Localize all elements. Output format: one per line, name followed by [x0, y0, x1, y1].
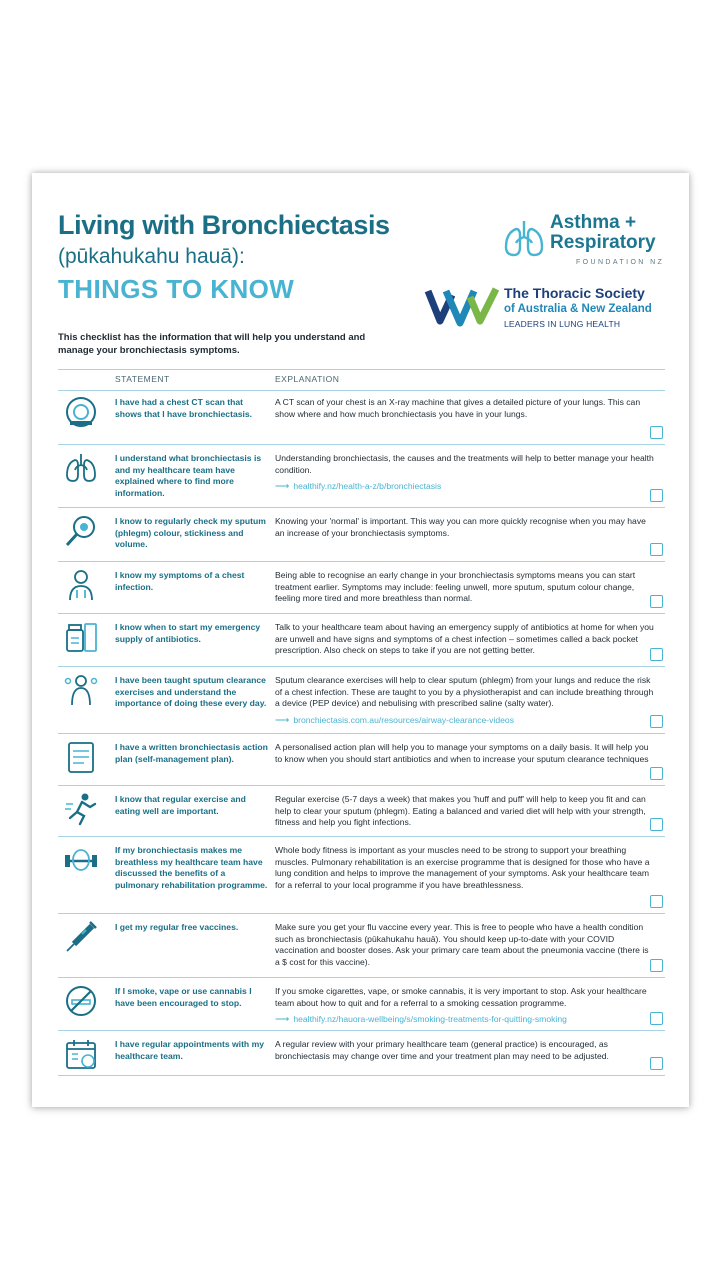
statement-text: If my bronchiectasis makes me breathless my healthcare team have discussed the benefits of a pulmonary rehabilitation programme. [115, 845, 268, 890]
checkbox[interactable] [650, 489, 663, 502]
arrow-right-icon: ⟶ [275, 1014, 290, 1025]
arf-name: Asthma + Respiratory [550, 212, 656, 253]
arf-subtitle: FOUNDATION NZ [576, 259, 665, 266]
explanation-text: A personalised action plan will help you to manage your symptoms on a daily basis. It will help you to know when you should start antibiotics and when to increase your sputum clearance techniques [275, 742, 649, 764]
lungs-logo-icon [502, 217, 546, 261]
checkbox[interactable] [650, 595, 663, 608]
dumbbell-lungs-icon [64, 843, 98, 877]
explanation-text: Talk to your healthcare team about having an emergency supply of antibiotics at home for when you are unwell and have signs and symptoms of a chest infection – sometimes called a back pocket prescription. Also check on steps to take if you are not getting better. [275, 622, 654, 655]
resource-link-text[interactable]: healthify.nz/health-a-z/b/bronchiectasis [293, 481, 442, 491]
explanation-cell [275, 622, 655, 657]
checklist-row [58, 667, 665, 734]
column-header-statement: STATEMENT [115, 374, 170, 384]
intro-text: This checklist has the information that will help you understand and manage your bronchiectasis symptoms. [58, 332, 366, 356]
explanation-cell [275, 570, 655, 605]
statement-text: If I smoke, vape or use cannabis I have been encouraged to stop. [115, 986, 252, 1008]
table-header [58, 369, 665, 391]
explanation-cell [275, 742, 655, 765]
explanation-text: Understanding bronchiectasis, the causes and the treatments will help to better manage your health condition. [275, 453, 654, 475]
resource-link-text[interactable]: healthify.nz/hauora-wellbeing/s/smoking-treatments-for-quitting-smoking [293, 1014, 567, 1024]
explanation-text: If you smoke cigarettes, vape, or smoke cannabis, it is very important to stop. Ask your healthcare team about how to quit and for a referral to a smoking cessation programme. [275, 986, 647, 1008]
resource-link[interactable] [275, 1014, 655, 1026]
page-subtitle: (pūkahukahu hauā): [58, 245, 245, 268]
page-heading: THINGS TO KNOW [58, 274, 295, 304]
explanation-cell [275, 845, 655, 891]
running-icon [64, 792, 98, 826]
resource-link[interactable] [275, 715, 655, 727]
statement-text: I understand what bronchiectasis is and my healthcare team have explained where to find more information. [115, 453, 262, 498]
checkbox[interactable] [650, 895, 663, 908]
resource-link-text[interactable]: bronchiectasis.com.au/resources/airway-clearance-videos [293, 714, 515, 725]
explanation-text: Make sure you get your flu vaccine every year. This is free to people who have a health condition such as bronchiectasis (pūkahukahu hauā). You should keep up-to-date with your COVID vaccination and booster doses. Ask your primary care team about the pneumonia vaccine (there is a $ cost for this vaccine). [275, 922, 649, 967]
statement-text: I know to regularly check my sputum (phlegm) colour, stickiness and volume. [115, 516, 266, 549]
checklist-row [58, 445, 665, 508]
statement-text: I get my regular free vaccines. [115, 922, 239, 932]
page-title: Living with Bronchiectasis [58, 210, 390, 240]
checkbox[interactable] [650, 648, 663, 661]
explanation-cell [275, 1039, 655, 1062]
statement-text: I have had a chest CT scan that shows that I have bronchiectasis. [115, 397, 253, 419]
checkbox[interactable] [650, 818, 663, 831]
asthma-respiratory-logo [502, 213, 672, 268]
explanation-cell [275, 453, 655, 493]
action-plan-icon [64, 740, 98, 774]
statement-text: I have been taught sputum clearance exercises and understand the importance of doing these every day. [115, 675, 267, 708]
tsanz-emblem-icon [424, 283, 500, 329]
checklist-row [58, 978, 665, 1031]
checklist-row [58, 837, 665, 914]
calendar-icon [64, 1037, 98, 1071]
no-smoking-icon [64, 984, 98, 1018]
tsanz-region: of Australia & New Zealand [504, 303, 652, 315]
column-header-explanation: EXPLANATION [275, 374, 340, 384]
explanation-cell [275, 986, 655, 1026]
statement-text: I know my symptoms of a chest infection. [115, 570, 245, 592]
explanation-text: Being able to recognise an early change in your bronchiectasis symptoms means you can start treatment earlier. Symptoms may include: feeling unwell, more sputum, sputum colour change, feeling more tired and more breathless than normal. [275, 570, 636, 603]
medication-icon [64, 620, 98, 654]
checklist-row [58, 389, 665, 445]
airway-clearance-icon [64, 673, 98, 707]
explanation-text: A regular review with your primary healthcare team (general practice) is encouraged, as bronchiectasis may change over time and your treatment plan may need to be adjusted. [275, 1039, 609, 1061]
explanation-text: Regular exercise (5-7 days a week) that makes you 'huff and puff' will help to keep you fit and can help to clear your sputum (phlegm). Eating a balanced and varied diet will help with your strength, fitness and help you fight infections. [275, 794, 646, 827]
checkbox[interactable] [650, 767, 663, 780]
explanation-text: Sputum clearance exercises will help to clear sputum (phlegm) from your lungs and reduce the risk of a chest infection. These are taught to you by a physiotherapist and can include breathing through a device (PEP device) and nebulising with prescribed saline (salty water). [275, 675, 654, 708]
checklist-row [58, 614, 665, 667]
syringe-icon [64, 920, 98, 954]
arrow-right-icon: ⟶ [275, 481, 290, 492]
statement-text: I know that regular exercise and eating well are important. [115, 794, 246, 816]
explanation-text: A CT scan of your chest is an X-ray machine that gives a detailed picture of your lungs. This can show where and how much bronchiectasis you have in your lungs. [275, 397, 641, 419]
checkbox[interactable] [650, 1012, 663, 1025]
checkbox[interactable] [650, 543, 663, 556]
checklist-row [58, 562, 665, 614]
sick-person-icon [64, 568, 98, 602]
explanation-cell [275, 397, 655, 420]
statement-text: I have a written bronchiectasis action plan (self-management plan). [115, 742, 268, 764]
checkbox[interactable] [650, 959, 663, 972]
tsanz-name: The Thoracic Society [504, 285, 645, 301]
ct-scanner-icon [64, 395, 98, 429]
explanation-cell [275, 516, 655, 539]
explanation-cell [275, 922, 655, 968]
explanation-cell [275, 675, 655, 726]
checklist-row [58, 786, 665, 837]
tsanz-tagline: LEADERS IN LUNG HEALTH [504, 319, 621, 329]
explanation-cell [275, 794, 655, 829]
checkbox[interactable] [650, 1057, 663, 1070]
thoracic-society-logo [424, 281, 674, 331]
checklist-row [58, 508, 665, 562]
magnifier-icon [64, 514, 98, 548]
checklist-sheet [32, 173, 689, 1107]
checklist-row [58, 734, 665, 786]
checklist-row [58, 914, 665, 978]
checkbox[interactable] [650, 426, 663, 439]
resource-link[interactable] [275, 481, 655, 493]
statement-text: I know when to start my emergency supply of antibiotics. [115, 622, 261, 644]
checkbox[interactable] [650, 715, 663, 728]
arrow-right-icon: ⟶ [275, 714, 290, 726]
statement-text: I have regular appointments with my healthcare team. [115, 1039, 264, 1061]
checklist-row [58, 1031, 665, 1076]
explanation-text: Knowing your 'normal' is important. This way you can more quickly recognise when you may have an increase of your bronchiectasis symptoms. [275, 516, 646, 538]
lungs-icon [64, 451, 98, 485]
explanation-text: Whole body fitness is important as your muscles need to be strong to support your breathing muscles. Pulmonary rehabilitation is an exercise programme that is designed for those who have a lung condition and helps to improve the management of your symptoms. Ask your healthcare team for a referral to your local programme if you have breathlessness. [275, 845, 650, 890]
